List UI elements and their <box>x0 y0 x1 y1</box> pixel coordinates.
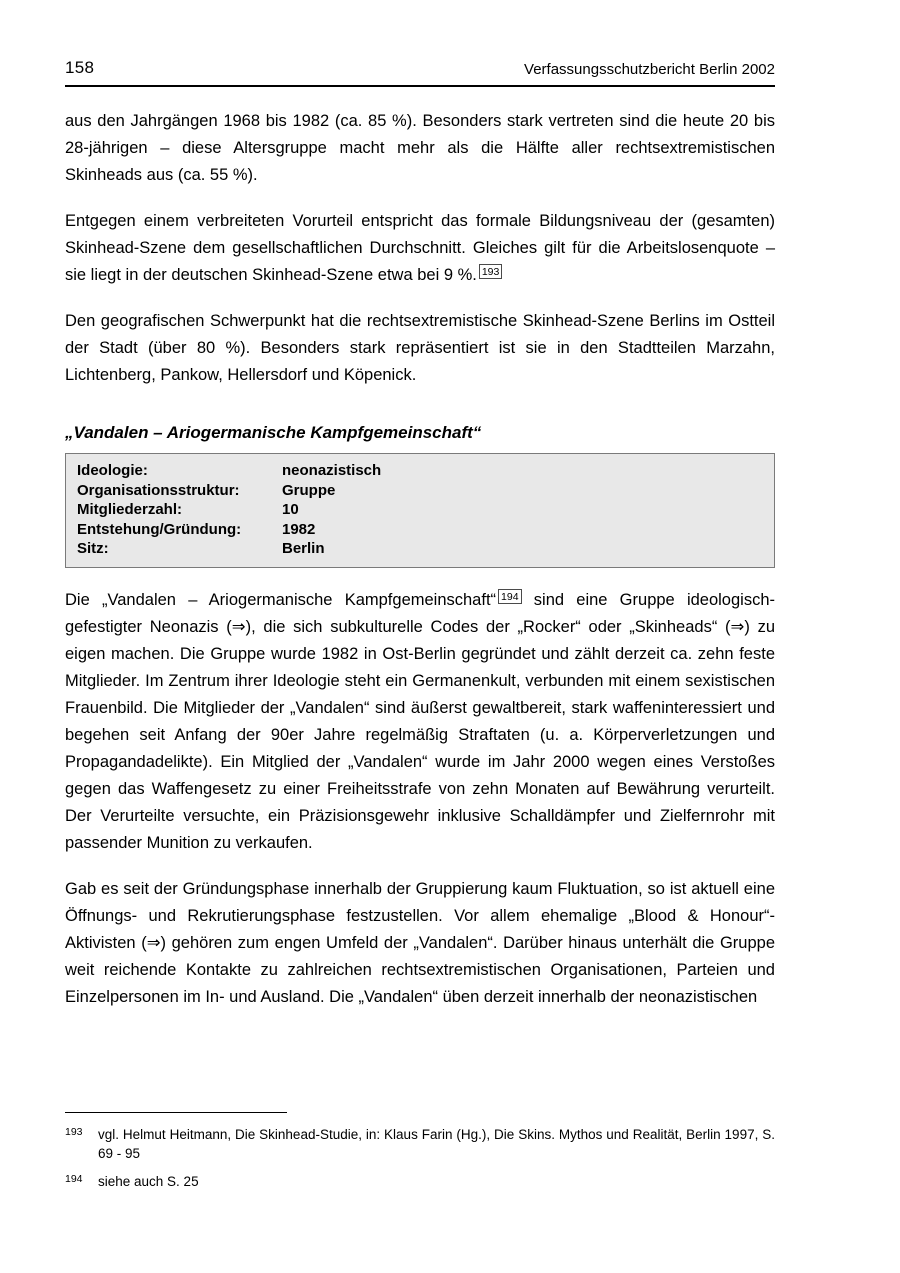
content-column <box>0 58 900 1011</box>
infobox-row-entstehung <box>77 520 763 540</box>
infobox-value: Gruppe <box>282 481 336 499</box>
infobox-row-mitgliederzahl <box>77 500 763 520</box>
header-title: Verfassungsschutzbericht Berlin 2002 <box>524 61 775 78</box>
footnote-ref-194[interactable]: 194 <box>498 589 522 604</box>
paragraph-vandalen-intro: Die „Vandalen – Ariogermanische Kampfgemeinschaft“ <box>65 590 497 609</box>
footnote-193 <box>65 1125 775 1163</box>
footnote-number: 194 <box>65 1173 83 1185</box>
infobox-value: neonazistisch <box>282 462 382 479</box>
infobox-row-sitz <box>77 539 763 559</box>
infobox-label: Sitz: <box>77 540 109 557</box>
paragraph-vandalen-description <box>65 587 775 857</box>
footnote-194 <box>65 1172 775 1191</box>
page-header <box>65 58 775 87</box>
infobox-row-organisationsstruktur <box>77 481 763 501</box>
paragraph-education-text: Entgegen einem verbreiteten Vorurteil entspricht das formale Bildungsniveau der (gesamten) Skinhead-Szene dem gesellschaftlichen Durchschnitt. Gleiches gilt für die Arbeitslosenquote – sie liegt in der deutschen Skinhead-Szene etwa bei 9 %. <box>65 212 775 284</box>
infobox-label: Organisationsstruktur: <box>77 481 240 499</box>
footnote-separator <box>65 1112 287 1113</box>
page-number: 158 <box>65 58 95 77</box>
paragraph-age-structure: aus den Jahrgängen 1968 bis 1982 (ca. 85 %). Besonders stark vertreten sind die heute 20 bis 28-jährigen – diese Altersgruppe macht mehr als die Hälfte aller rechtsextremistischen Skinheads aus (ca. 55 %). <box>65 112 775 184</box>
infobox-label: Mitgliederzahl: <box>77 501 183 518</box>
infobox-value: Berlin <box>282 540 325 557</box>
vandalen-infobox <box>65 453 775 568</box>
infobox-label: Entstehung/Gründung: <box>77 520 242 538</box>
footnote-text: vgl. Helmut Heitmann, Die Skinhead-Studie, in: Klaus Farin (Hg.), Die Skins. Mythos und Realität, Berlin 1997, S. 69 - 95 <box>98 1127 775 1161</box>
paragraph-vandalen-rest: sind eine Gruppe ideologisch-gefestigter Neonazis (⇒), die sich subkulturelle Codes der „Rocker“ oder „Skinheads“ (⇒) zu eigen machen. Die Gruppe wurde 1982 in Ost-Berlin gegründet und zählt derzeit ca. zehn feste Mitglieder. Im Zentrum ihrer Ideologie steht ein Germanenkult, verbunden mit einem sexistischen Frauenbild. Die Mitglieder der „Vandalen“ sind äußerst gewaltbereit, stark waffeninteressiert und begehen seit Anfang der 90er Jahre regelmäßig Straftaten (u. a. Körperverletzungen und Propagandadelikte). Ein Mitglied der „Vandalen“ wurde im Jahr 2000 wegen eines Verstoßes gegen das Waffengesetz zu einer Freiheitsstrafe von zehn Monaten auf Bewährung verurteilt. Der Verurteilte versuchte, ein Präzisionsgewehr inklusive Schalldämpfer und Zielfernrohr mit passender Munition zu verkaufen. <box>65 590 775 852</box>
paragraph-geographic-focus: Den geografischen Schwerpunkt hat die rechtsextremistische Skinhead-Szene Berlins im Ostteil der Stadt (über 80 %). Besonders stark repräsentiert ist sie in den Stadtteilen Marzahn, Lichtenberg, Pankow, Hellersdorf und Köpenick. <box>65 312 775 384</box>
infobox-value: 1982 <box>282 520 316 538</box>
paragraph-recruitment-phase: Gab es seit der Gründungsphase innerhalb der Gruppierung kaum Fluktuation, so ist aktuell eine Öffnungs- und Rekrutierungsphase festzustellen. Vor allem ehemalige „Blood & Honour“-Aktivisten (⇒) gehören zum engen Umfeld der „Vandalen“. Darüber hinaus unterhält die Gruppe weit reichende Kontakte zu zahlreichen rechtsextremistischen Organisationen, Parteien und Einzelpersonen im In- und Ausland. Die „Vandalen“ üben derzeit innerhalb der neonazistischen <box>65 879 775 1006</box>
infobox-label: Ideologie: <box>77 462 148 479</box>
infobox-row-ideologie <box>77 461 763 481</box>
footnote-text: siehe auch S. 25 <box>98 1174 199 1189</box>
section-heading-vandalen: „Vandalen – Ariogermanische Kampfgemeinschaft“ <box>65 423 482 442</box>
footnote-number: 193 <box>65 1126 83 1138</box>
footnotes-section <box>65 1112 775 1200</box>
paragraph-education-level <box>65 208 775 289</box>
footnote-ref-193[interactable]: 193 <box>479 264 503 279</box>
infobox-value: 10 <box>282 501 299 518</box>
